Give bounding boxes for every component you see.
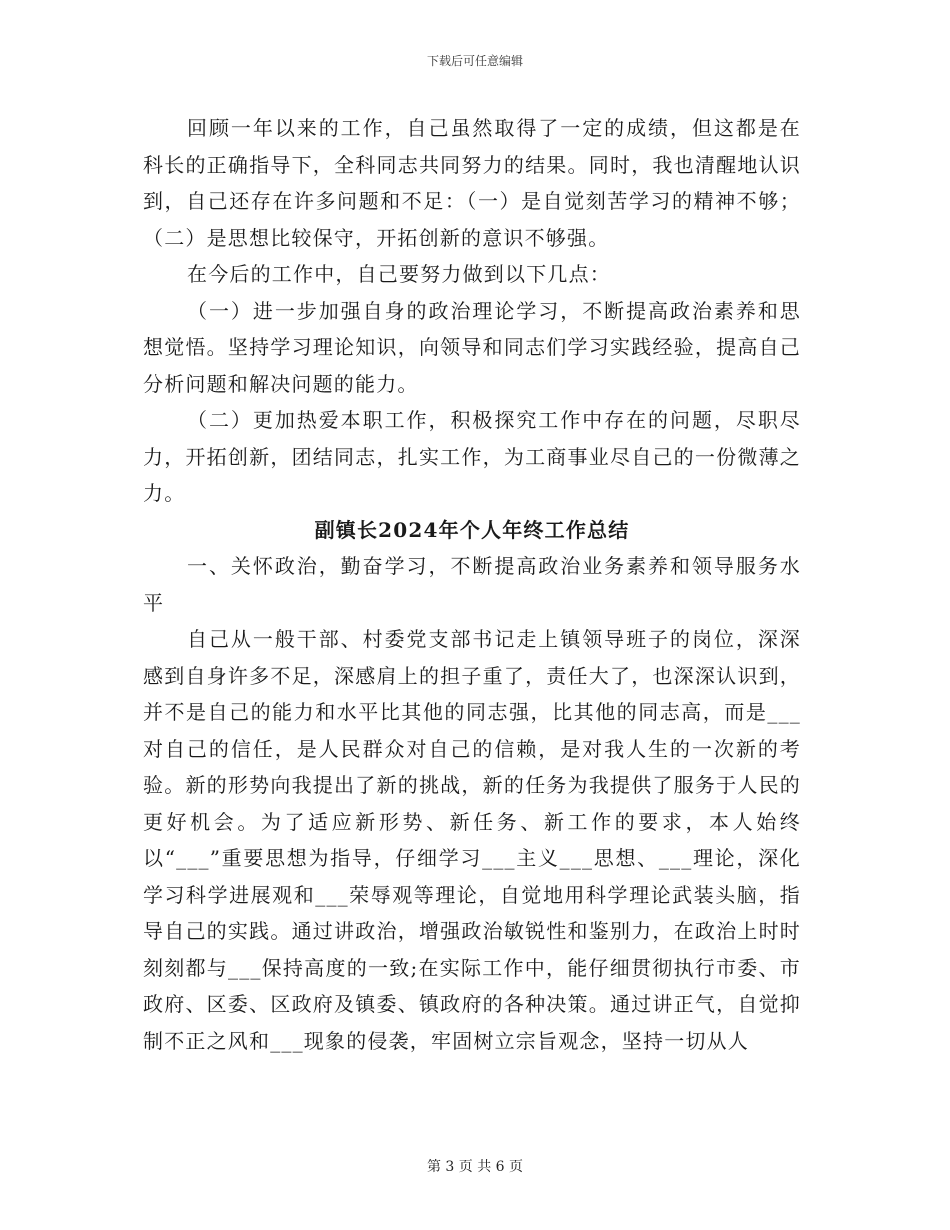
paragraph-future-intro: 在今后的工作中，自己要努力做到以下几点：: [187, 262, 611, 286]
page-header: 下载后可任意编辑: [426, 54, 523, 68]
document-body: [143, 110, 801, 1059]
paragraph-body: 自己从一般干部、村委党支部书记走上镇领导班子的岗位，深深感到自身许多不足，深感肩上的担子重了，责任大了，也深深认识到，并不是自己的能力和水平比其他的同志强，比其他的同志高，而是___对自己的信任，是人民群众对自己的信赖，是对我人生的一次新的考验。新的形势向我提出了新的挑战，新的任务为我提供了服务于人民的更好机会。为了适应新形势、新任务、新工作的要求，本人始终以“___”重要思想为指导，仔细学习___主义___思想、___理论，深化学习科学进展观和___荣辱观等理论，自觉地用科学理论武装头脑，指导自己的实践。通过讲政治，增强政治敏锐性和鉴别力，在政治上时时刻刻都与___保持高度的一致;在实际工作中，能仔细贯彻执行市委、市政府、区委、区政府及镇委、镇政府的各种决策。通过讲正气，自觉抑制不正之风和___现象的侵袭，牢固树立宗旨观念，坚持一切从人: [143, 627, 801, 1053]
document-title: 副镇长2024年个人年终工作总结: [314, 517, 630, 542]
section-heading: 一、关怀政治，勤奋学习，不断提高政治业务素养和领导服务水平: [143, 554, 801, 615]
paragraph-point-one: （一）进一步加强自身的政治理论学习，不断提高政治素养和思想觉悟。坚持学习理论知识，向领导和同志们学习实践经验，提高自己分析问题和解决问题的能力。: [143, 298, 801, 396]
paragraph-point-two: （二）更加热爱本职工作，积极探究工作中存在的问题，尽职尽力，开拓创新，团结同志，扎实工作，为工商事业尽自己的一份微薄之力。: [143, 408, 801, 505]
paragraph-review: 回顾一年以来的工作，自己虽然取得了一定的成绩，但这都是在科长的正确指导下，全科同志共同努力的结果。同时，我也清醒地认识到，自己还存在许多问题和不足：（一）是自觉刻苦学习的精神不够；（二）是思想比较保守，开拓创新的意识不够强。: [143, 116, 801, 250]
page-footer: 第 3 页 共 6 页: [426, 1159, 524, 1175]
